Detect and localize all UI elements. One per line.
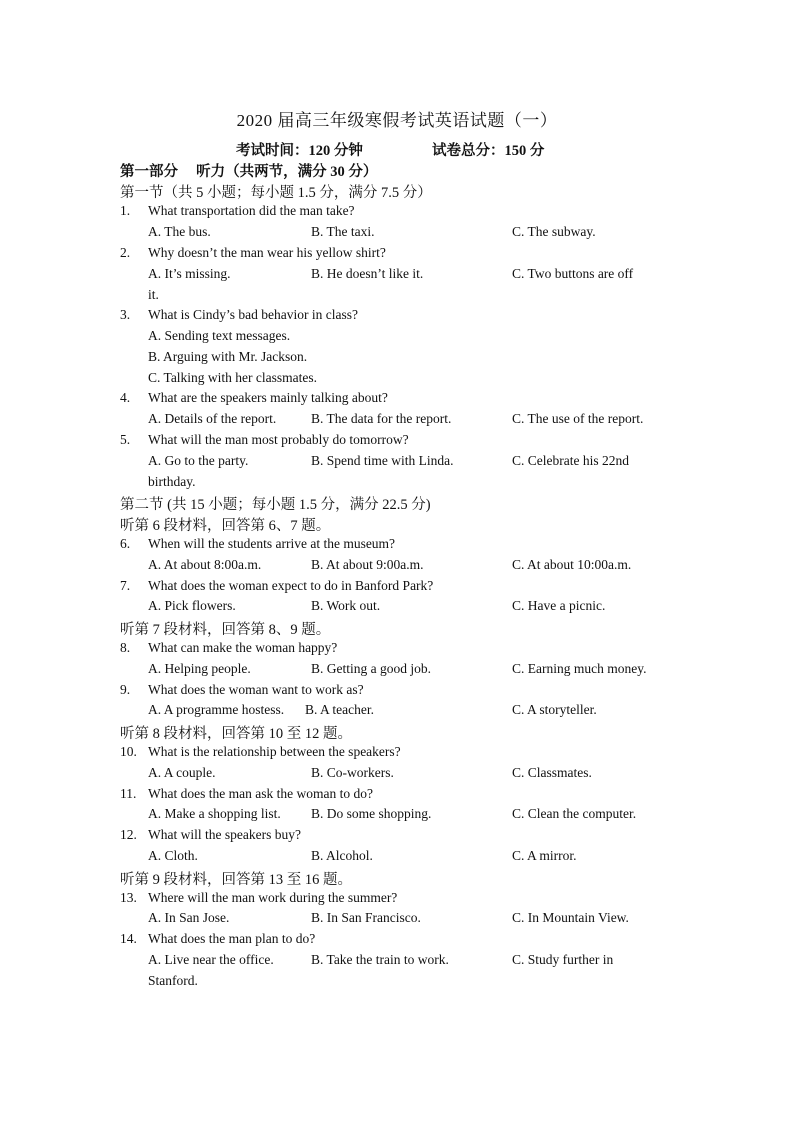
option-b: B. Co-workers. bbox=[311, 765, 394, 780]
option-c: C. Earning much money. bbox=[512, 661, 647, 676]
option-a: A. Live near the office. bbox=[148, 952, 274, 967]
option-b: B. The taxi. bbox=[311, 224, 375, 239]
material-heading: 听第 9 段材料，回答第 13 至 16 题。 bbox=[120, 872, 352, 888]
question-number: 1. bbox=[120, 203, 131, 218]
section2-heading: 第二节 (共 15 小题；每小题 1.5 分，满分 22.5 分) bbox=[120, 497, 431, 513]
part-heading: 第一部分 听力（共两节，满分 30 分） bbox=[120, 164, 378, 180]
question-14 bbox=[120, 931, 315, 947]
question-13 bbox=[120, 890, 397, 906]
question-text: What will the speakers buy? bbox=[148, 827, 301, 842]
exam-meta bbox=[236, 139, 545, 160]
option-a: A. Go to the party. bbox=[148, 453, 249, 468]
question-text: What does the man ask the woman to do? bbox=[148, 786, 373, 801]
question-number: 7. bbox=[120, 578, 131, 593]
option-a: A. Cloth. bbox=[148, 848, 198, 863]
question-8 bbox=[120, 640, 337, 656]
question-text: Where will the man work during the summer? bbox=[148, 890, 398, 905]
option-b: B. Do some shopping. bbox=[311, 806, 432, 821]
option-b: B. A teacher. bbox=[305, 702, 374, 717]
question-5 bbox=[120, 432, 409, 448]
option-c: C. A storyteller. bbox=[512, 702, 597, 717]
question-3 bbox=[120, 307, 358, 323]
option-b: B. He doesn’t like it. bbox=[311, 266, 424, 281]
option-a: A. Pick flowers. bbox=[148, 598, 236, 613]
question-text: What transportation did the man take? bbox=[148, 203, 355, 218]
option-c-continued: it. bbox=[148, 287, 159, 302]
option-a: A. Sending text messages. bbox=[148, 328, 291, 343]
option-c: C. Study further in bbox=[512, 952, 614, 967]
option-a: A. A couple. bbox=[148, 765, 216, 780]
option-b: B. Getting a good job. bbox=[311, 661, 431, 676]
option-c-continued: birthday. bbox=[148, 474, 196, 489]
option-c: C. At about 10:00a.m. bbox=[512, 557, 632, 572]
question-number: 2. bbox=[120, 245, 131, 260]
option-b: B. At about 9:00a.m. bbox=[311, 557, 424, 572]
question-number: 10. bbox=[120, 744, 137, 759]
option-c: C. Celebrate his 22nd bbox=[512, 453, 629, 468]
option-c: C. The subway. bbox=[512, 224, 596, 239]
option-c: C. A mirror. bbox=[512, 848, 577, 863]
option-a: A. In San Jose. bbox=[148, 910, 230, 925]
question-text: What will the man most probably do tomorrow? bbox=[148, 432, 409, 447]
question-6 bbox=[120, 536, 395, 552]
option-a: A. Details of the report. bbox=[148, 411, 277, 426]
question-text: What does the man plan to do? bbox=[148, 931, 316, 946]
question-number: 9. bbox=[120, 682, 131, 697]
option-c: C. Clean the computer. bbox=[512, 806, 637, 821]
question-2 bbox=[120, 245, 386, 261]
question-9 bbox=[120, 682, 364, 698]
option-c-continued: Stanford. bbox=[148, 973, 198, 988]
question-text: What are the speakers mainly talking about? bbox=[148, 390, 388, 405]
question-text: What does the woman expect to do in Banford Park? bbox=[148, 578, 434, 593]
question-1 bbox=[120, 203, 355, 219]
question-number: 4. bbox=[120, 390, 131, 405]
question-number: 13. bbox=[120, 890, 137, 905]
material-heading: 听第 8 段材料，回答第 10 至 12 题。 bbox=[120, 726, 352, 742]
option-c: C. Classmates. bbox=[512, 765, 592, 780]
option-a: A. It’s missing. bbox=[148, 266, 231, 281]
section1-heading: 第一节（共 5 小题；每小题 1.5 分，满分 7.5 分） bbox=[120, 185, 432, 201]
question-number: 11. bbox=[120, 786, 137, 801]
exam-title: 2020 届高三年级寒假考试英语试题（一） bbox=[236, 111, 558, 130]
option-c: C. Have a picnic. bbox=[512, 598, 606, 613]
option-a: A. Make a shopping list. bbox=[148, 806, 281, 821]
question-text: Why doesn’t the man wear his yellow shirt? bbox=[148, 245, 386, 260]
option-b: B. In San Francisco. bbox=[311, 910, 421, 925]
question-text: What does the woman want to work as? bbox=[148, 682, 364, 697]
option-c: C. Two buttons are off bbox=[512, 266, 634, 281]
question-text: What is the relationship between the speakers? bbox=[148, 744, 401, 759]
option-a: A. Helping people. bbox=[148, 661, 251, 676]
question-4 bbox=[120, 390, 388, 406]
question-12 bbox=[120, 827, 301, 843]
option-c: C. The use of the report. bbox=[512, 411, 644, 426]
question-11 bbox=[120, 786, 373, 802]
question-number: 3. bbox=[120, 307, 131, 322]
question-number: 8. bbox=[120, 640, 131, 655]
question-7 bbox=[120, 578, 433, 594]
option-a: A. A programme hostess. bbox=[148, 702, 285, 717]
question-number: 6. bbox=[120, 536, 131, 551]
question-number: 14. bbox=[120, 931, 137, 946]
option-b: B. The data for the report. bbox=[311, 411, 452, 426]
option-c: C. In Mountain View. bbox=[512, 910, 629, 925]
question-number: 5. bbox=[120, 432, 131, 447]
question-10 bbox=[120, 744, 401, 760]
option-b: B. Arguing with Mr. Jackson. bbox=[148, 349, 308, 364]
option-a: A. The bus. bbox=[148, 224, 211, 239]
question-text: What can make the woman happy? bbox=[148, 640, 338, 655]
option-b: B. Spend time with Linda. bbox=[311, 453, 454, 468]
question-number: 12. bbox=[120, 827, 137, 842]
option-a: A. At about 8:00a.m. bbox=[148, 557, 262, 572]
question-text: What is Cindy’s bad behavior in class? bbox=[148, 307, 358, 322]
option-b: B. Take the train to work. bbox=[311, 952, 449, 967]
question-text: When will the students arrive at the museum? bbox=[148, 536, 396, 551]
material-heading: 听第 7 段材料，回答第 8、9 题。 bbox=[120, 622, 331, 638]
option-c: C. Talking with her classmates. bbox=[148, 370, 318, 385]
exam-time: 考试时间：120 分钟 bbox=[236, 143, 363, 159]
option-b: B. Alcohol. bbox=[311, 848, 373, 863]
option-b: B. Work out. bbox=[311, 598, 381, 613]
material-heading: 听第 6 段材料，回答第 6、7 题。 bbox=[120, 518, 331, 534]
total-score: 试卷总分：150 分 bbox=[432, 143, 545, 159]
